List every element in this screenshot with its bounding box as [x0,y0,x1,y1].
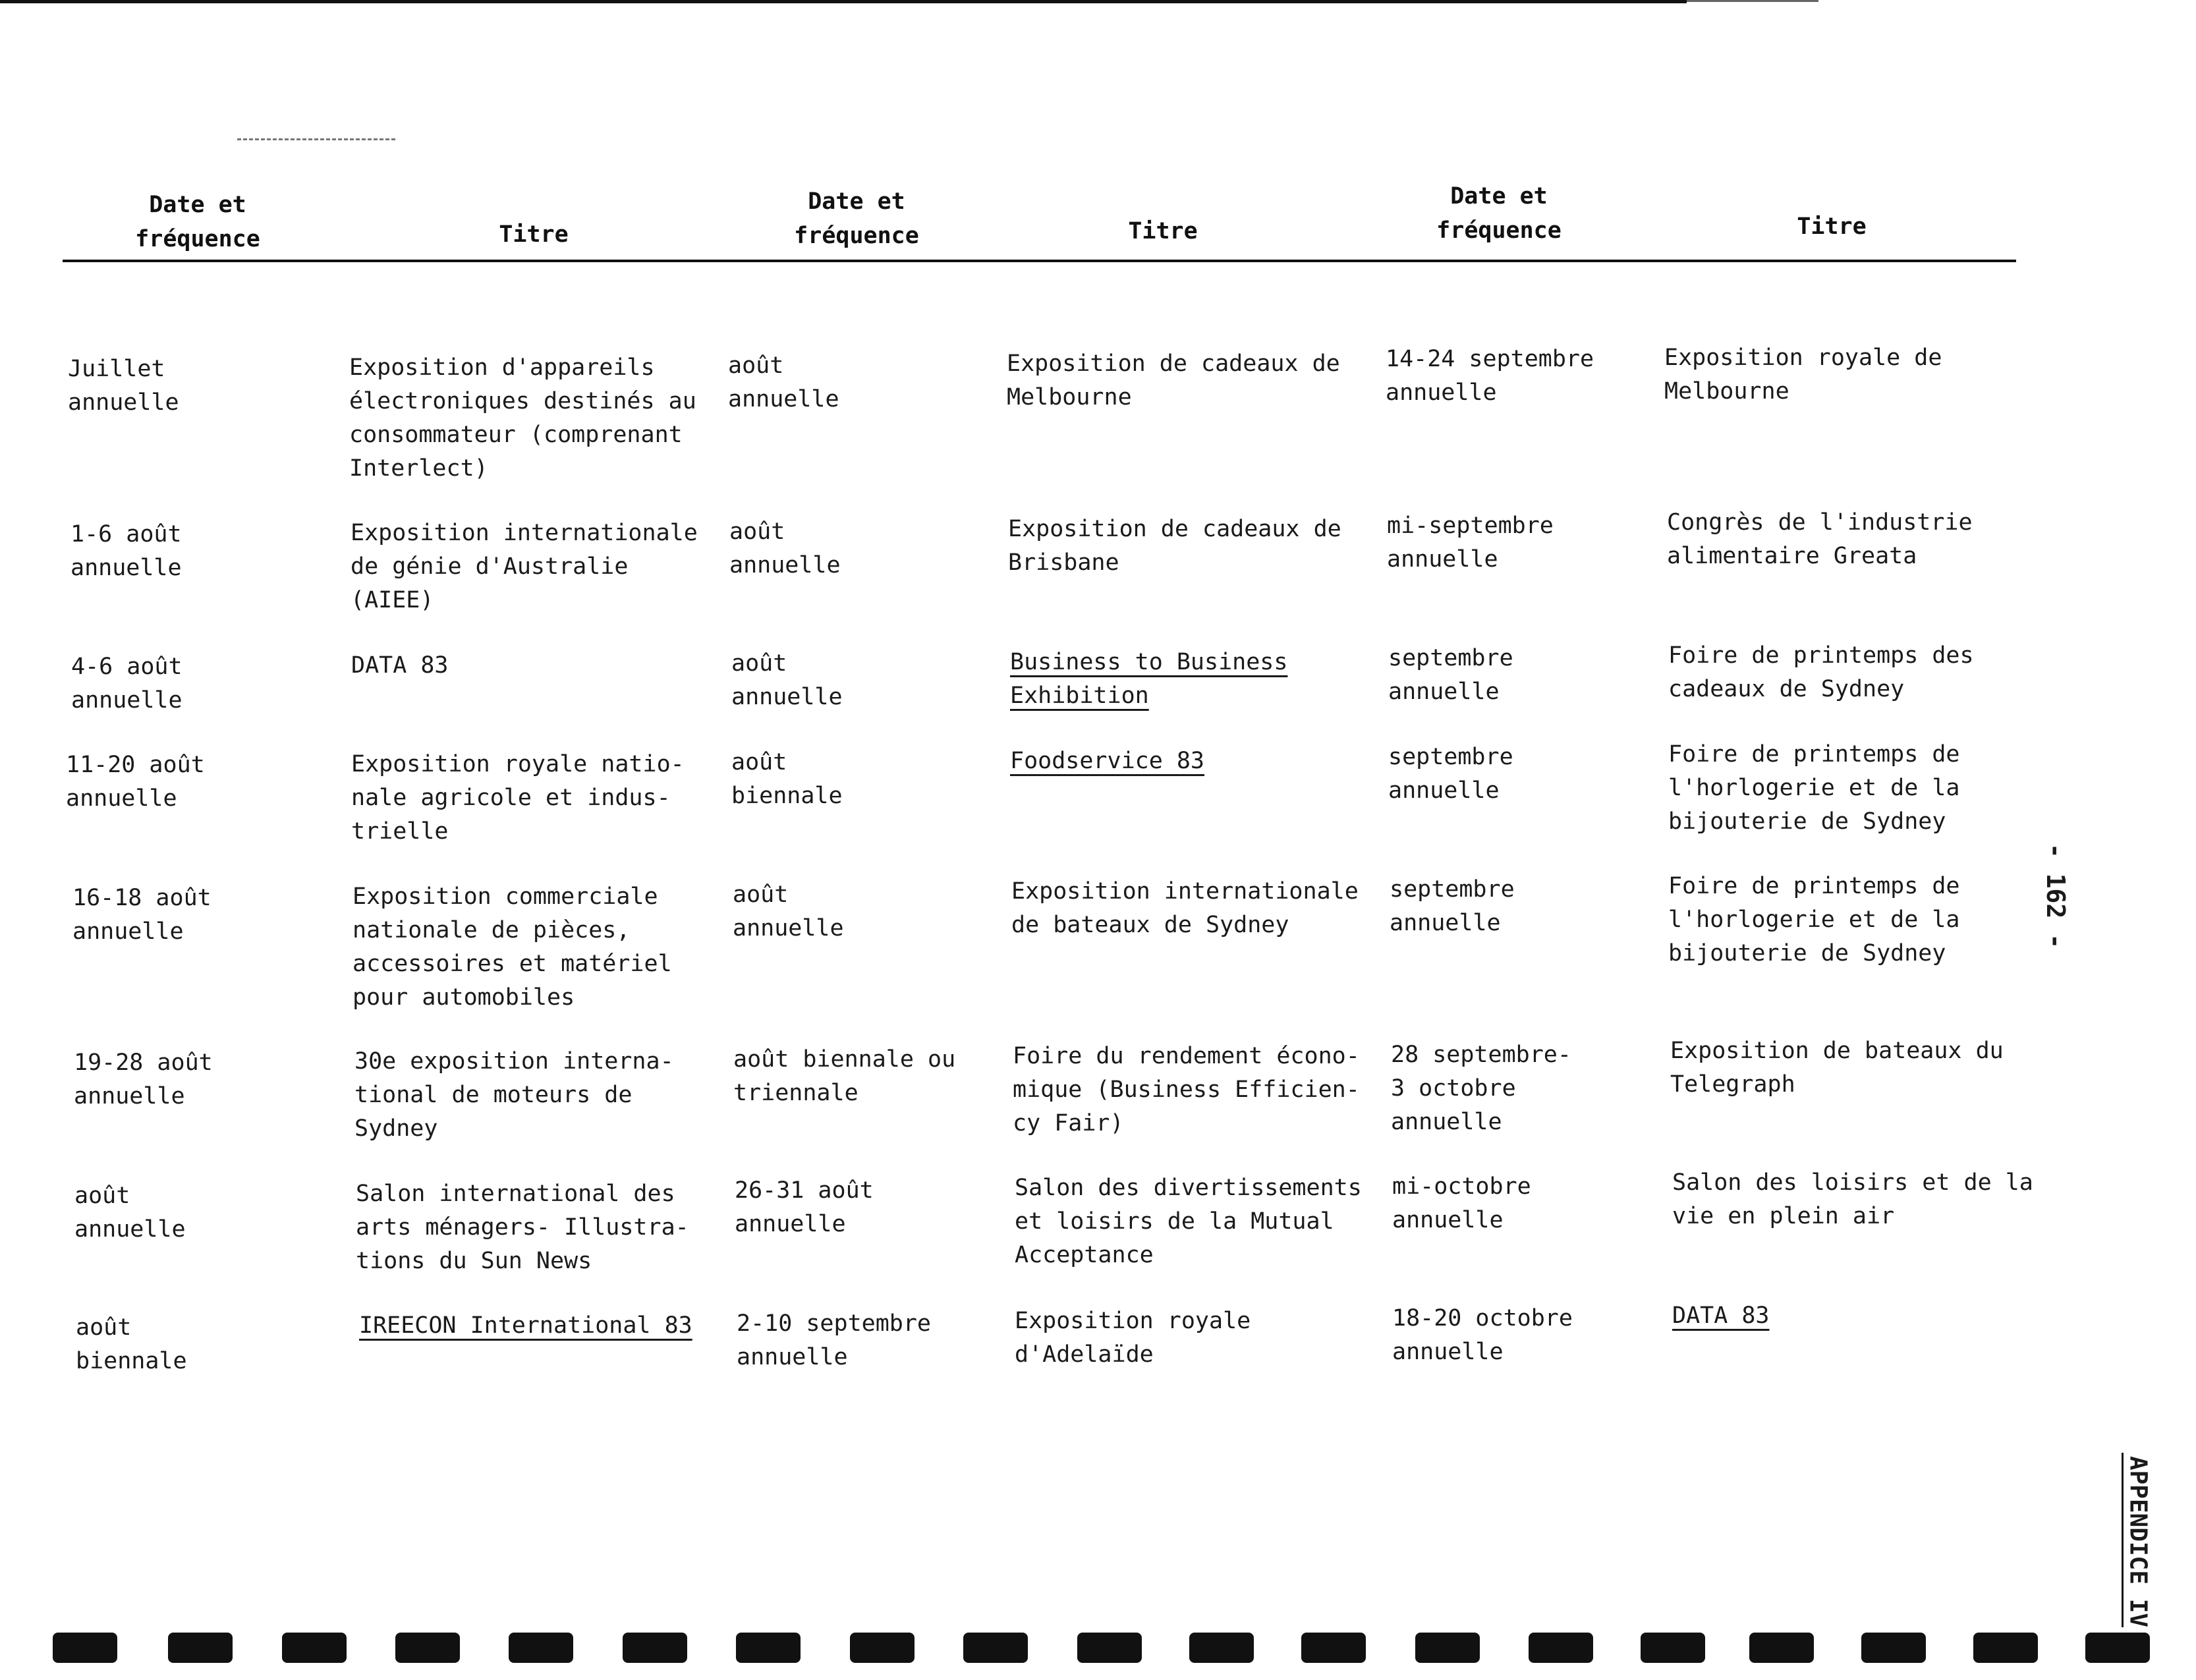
top-border-rule [0,0,1687,3]
perforation-hole [1529,1633,1593,1663]
date-cell: août annuelle [733,882,844,941]
title-cell: Exposition de cadeaux de Melbourne [1007,350,1340,410]
title-cell: Foire du rendement écono- mique (Business Efficien- cy Fair) [1013,1043,1360,1136]
title-cell: Exposition royale d'Adelaïde [1015,1308,1251,1368]
title-cell: Foire de printemps de l'horlogerie et de la bijouterie de Sydney [1668,873,1960,966]
title-cell: Salon des loisirs et de la vie en plein air [1672,1169,2033,1229]
title-cell: DATA 83 [1672,1302,1770,1329]
title-cell: Congrès de l'industrie alimentaire Greata [1667,509,1973,569]
date-cell: 11-20 août annuelle [66,752,205,812]
perforation-hole [963,1633,1028,1663]
title-cell: Foire de printemps des cadeaux de Sydney [1668,642,1974,702]
date-cell: août annuelle [728,352,839,412]
perforation-hole [1861,1633,1926,1663]
title-cell: IREECON International 83 [359,1312,692,1339]
perforation-hole [1749,1633,1814,1663]
perforation-hole [850,1633,915,1663]
date-cell: août annuelle [731,650,843,710]
perforation-hole [168,1633,233,1663]
perforation-hole [1189,1633,1254,1663]
perforation-hole [1415,1633,1480,1663]
page-number-text: - 162 - [2041,843,2070,949]
title-cell: Exposition de cadeaux de Brisbane [1008,516,1341,576]
perforation-hole [53,1633,117,1663]
date-cell: 19-28 août annuelle [74,1050,213,1109]
title-cell: Exposition royale de Melbourne [1664,345,1942,405]
title-cell: Salon des divertissements et loisirs de la Mutual Acceptance [1015,1175,1362,1268]
perforation-hole [509,1633,573,1663]
date-cell: août biennale [76,1314,187,1374]
title-cell: Business to Business Exhibition [1010,649,1288,709]
perforation-strip [0,1633,2196,1672]
page-number [2036,837,2075,955]
date-cell: août biennale [731,749,843,809]
header-titre-3: Titre [1797,213,1867,240]
date-cell: 18-20 octobre annuelle [1392,1305,1573,1365]
date-cell: 28 septembre- 3 octobre annuelle [1391,1042,1571,1135]
title-cell: Exposition d'appareils électroniques destinés au consommateur (comprenant Interlect) [349,354,696,482]
header-date-frequence-3: Date et fréquence [1436,183,1562,244]
title-cell: Foire de printemps de l'horlogerie et de la bijouterie de Sydney [1668,741,1960,835]
date-cell: septembre annuelle [1388,744,1513,804]
header-date-frequence-2: Date et fréquence [794,188,919,249]
header-date-frequence-1: Date et fréquence [135,192,260,252]
appendix-label-text: APPENDICE IV [2124,1455,2152,1628]
perforation-hole [282,1633,347,1663]
date-cell: août biennale ou triennale [733,1046,956,1106]
title-cell: DATA 83 [351,652,449,679]
title-cell: Foodservice 83 [1010,748,1205,774]
date-cell: 14-24 septembre annuelle [1386,346,1594,406]
title-cell: Salon international des arts ménagers- Illustra- tions du Sun News [356,1181,689,1274]
title-cell: Exposition internationale de bateaux de Sydney [1011,878,1359,938]
perforation-hole [623,1633,687,1663]
appendix-label [2112,1456,2164,1627]
top-border-rule-faint [1687,0,1818,2]
date-cell: mi-septembre annuelle [1387,513,1554,573]
header-titre-1: Titre [499,221,569,248]
title-cell: 30e exposition interna- tional de moteurs de Sydney [354,1048,674,1142]
date-cell: Juillet annuelle [68,356,179,416]
title-cell: Exposition commerciale nationale de pièces, accessoires et matériel pour automobiles [352,883,672,1011]
header-underline [63,260,2016,262]
perforation-hole [1301,1633,1366,1663]
date-cell: septembre annuelle [1388,645,1513,705]
date-cell: août annuelle [74,1183,186,1243]
perforation-hole [736,1633,801,1663]
perforation-hole [2085,1633,2150,1663]
date-cell: 16-18 août annuelle [72,885,211,945]
perforation-hole [395,1633,460,1663]
date-cell: 26-31 août annuelle [735,1177,874,1237]
header-titre-2: Titre [1128,218,1198,244]
date-cell: août annuelle [729,518,841,578]
scan-mark [237,138,395,140]
date-cell: septembre annuelle [1390,876,1515,936]
perforation-hole [1641,1633,1705,1663]
perforation-hole [1973,1633,2038,1663]
date-cell: mi-octobre annuelle [1392,1173,1531,1233]
title-cell: Exposition de bateaux du Telegraph [1670,1038,2004,1098]
date-cell: 2-10 septembre annuelle [737,1310,932,1370]
perforation-hole [1077,1633,1142,1663]
title-cell: Exposition royale natio- nale agricole et indus- trielle [351,751,685,845]
title-cell: Exposition internationale de génie d'Australie (AIEE) [351,520,698,613]
date-cell: 1-6 août annuelle [70,521,182,581]
date-cell: 4-6 août annuelle [71,654,183,714]
